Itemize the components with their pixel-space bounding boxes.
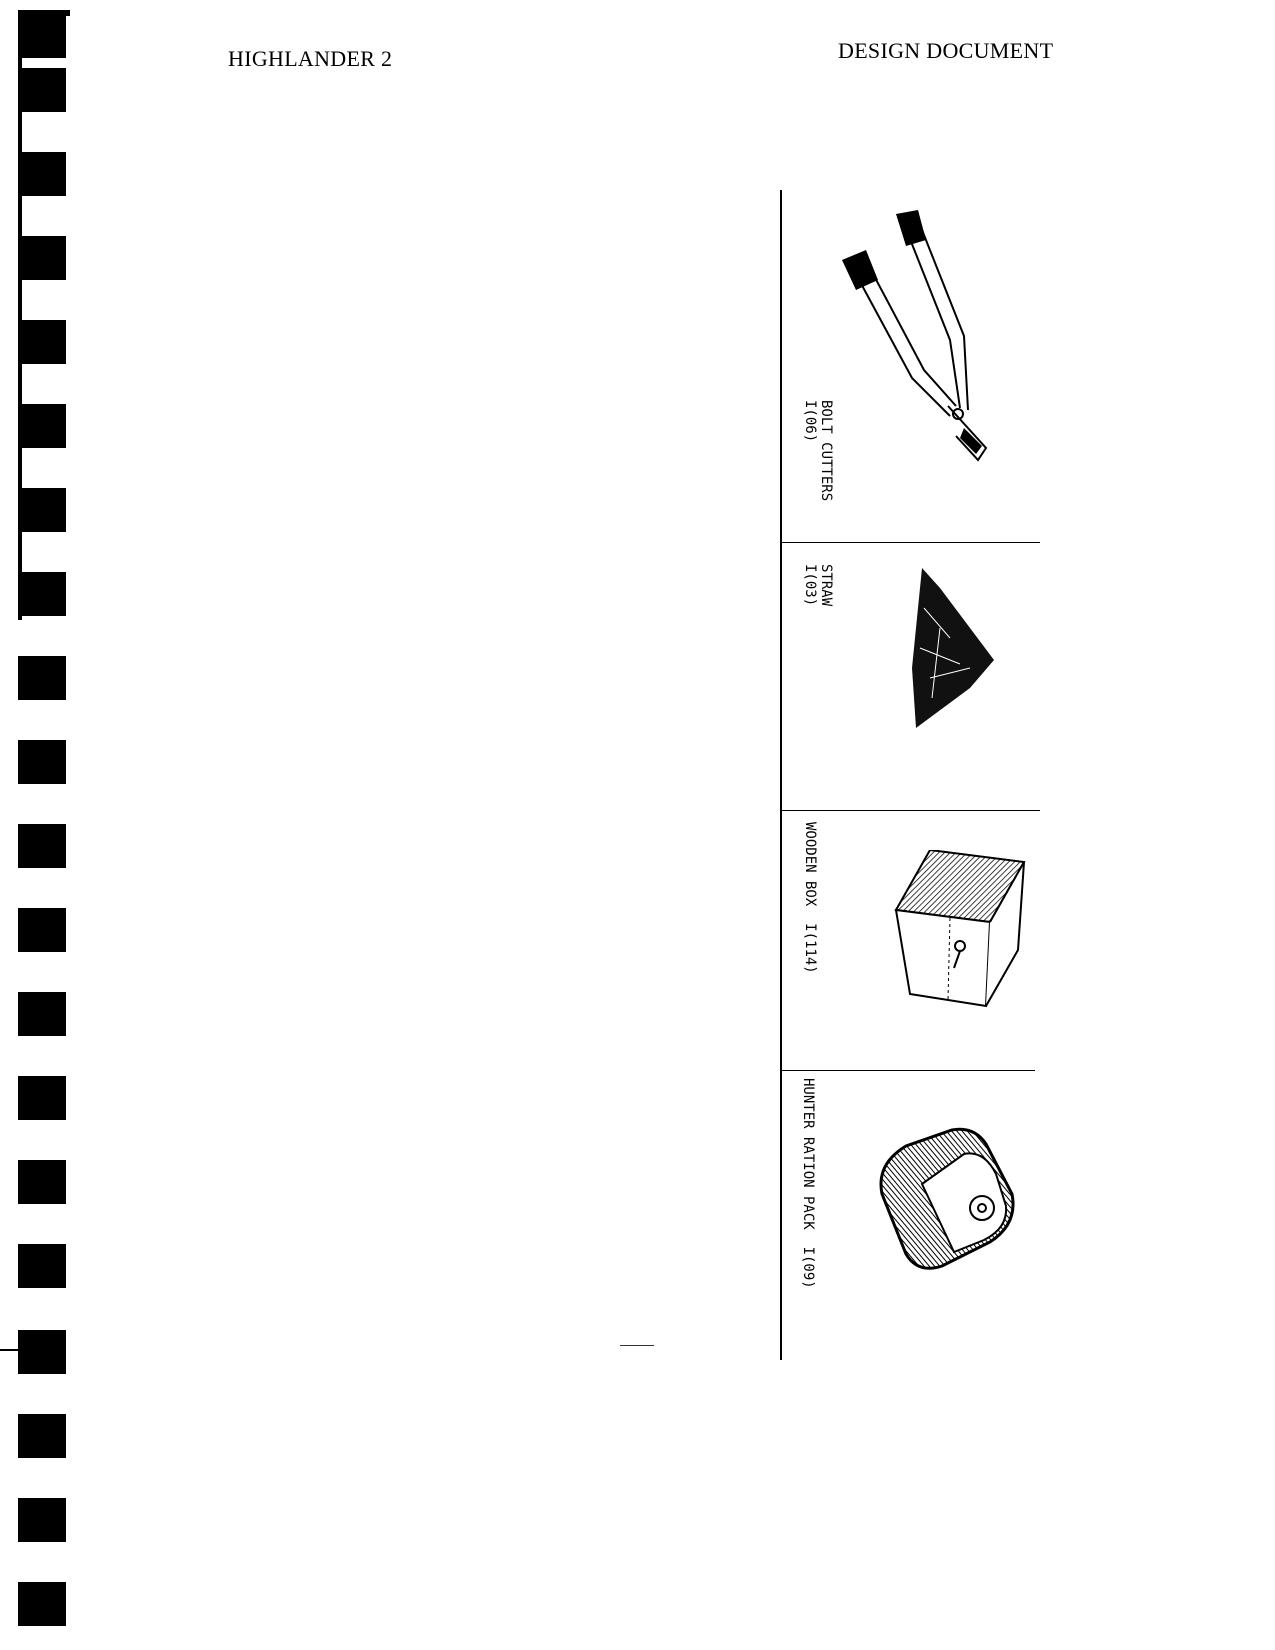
- binding-hole: [18, 1582, 66, 1626]
- item-cell-ration-pack: [780, 1072, 1045, 1360]
- item-cell-wooden-box: [780, 812, 1045, 1068]
- item-divider: [780, 1070, 1035, 1071]
- item-label: [802, 822, 818, 974]
- item-name: HUNTER RATION PACK: [800, 1078, 816, 1230]
- binding-hole: [18, 404, 66, 448]
- item-cell-bolt-cutters: [780, 190, 1045, 542]
- binding-hole: [18, 488, 66, 532]
- item-code: I(06): [802, 400, 818, 443]
- binding-hole: [18, 824, 66, 868]
- item-divider: [780, 542, 1040, 543]
- binding-hole: [18, 152, 66, 196]
- wooden-box-icon: [890, 850, 1030, 1010]
- item-divider: [780, 810, 1040, 811]
- item-name: WOODEN BOX: [802, 822, 818, 907]
- item-code: I(03): [802, 564, 818, 607]
- binding-hole: [18, 68, 66, 112]
- binding-dash: [0, 1349, 20, 1351]
- binding-hole: [18, 1076, 66, 1120]
- straw-pile-icon: [910, 568, 1000, 728]
- item-name: BOLT CUTTERS: [818, 400, 834, 502]
- binding-hole: [18, 1160, 66, 1204]
- item-code: I(09): [800, 1246, 816, 1289]
- document-type: DESIGN DOCUMENT: [838, 38, 1054, 63]
- binding-hole: [18, 908, 66, 952]
- stray-mark: [620, 1345, 654, 1346]
- item-label: [800, 1078, 816, 1289]
- ration-pack-icon: [872, 1124, 1022, 1274]
- binding-hole: [18, 656, 66, 700]
- item-cell-straw: [780, 544, 1045, 800]
- binding-hole: [18, 236, 66, 280]
- binding-hole: [18, 740, 66, 784]
- item-label: [802, 564, 834, 606]
- binding-hole: [18, 320, 66, 364]
- spiral-binding: [0, 0, 80, 1650]
- bolt-cutters-icon: [800, 210, 1000, 490]
- binding-hole: [18, 1244, 66, 1288]
- binding-hole: [18, 1498, 66, 1542]
- binding-hole: [18, 572, 66, 616]
- binding-hole: [18, 992, 66, 1036]
- document-title: HIGHLANDER 2: [228, 46, 393, 71]
- binding-hole: [18, 1414, 66, 1458]
- item-code: I(114): [802, 923, 818, 974]
- binding-hole: [18, 1330, 66, 1374]
- item-strip: [780, 190, 1045, 1360]
- item-name: STRAW: [818, 564, 834, 607]
- binding-hole: [18, 14, 66, 58]
